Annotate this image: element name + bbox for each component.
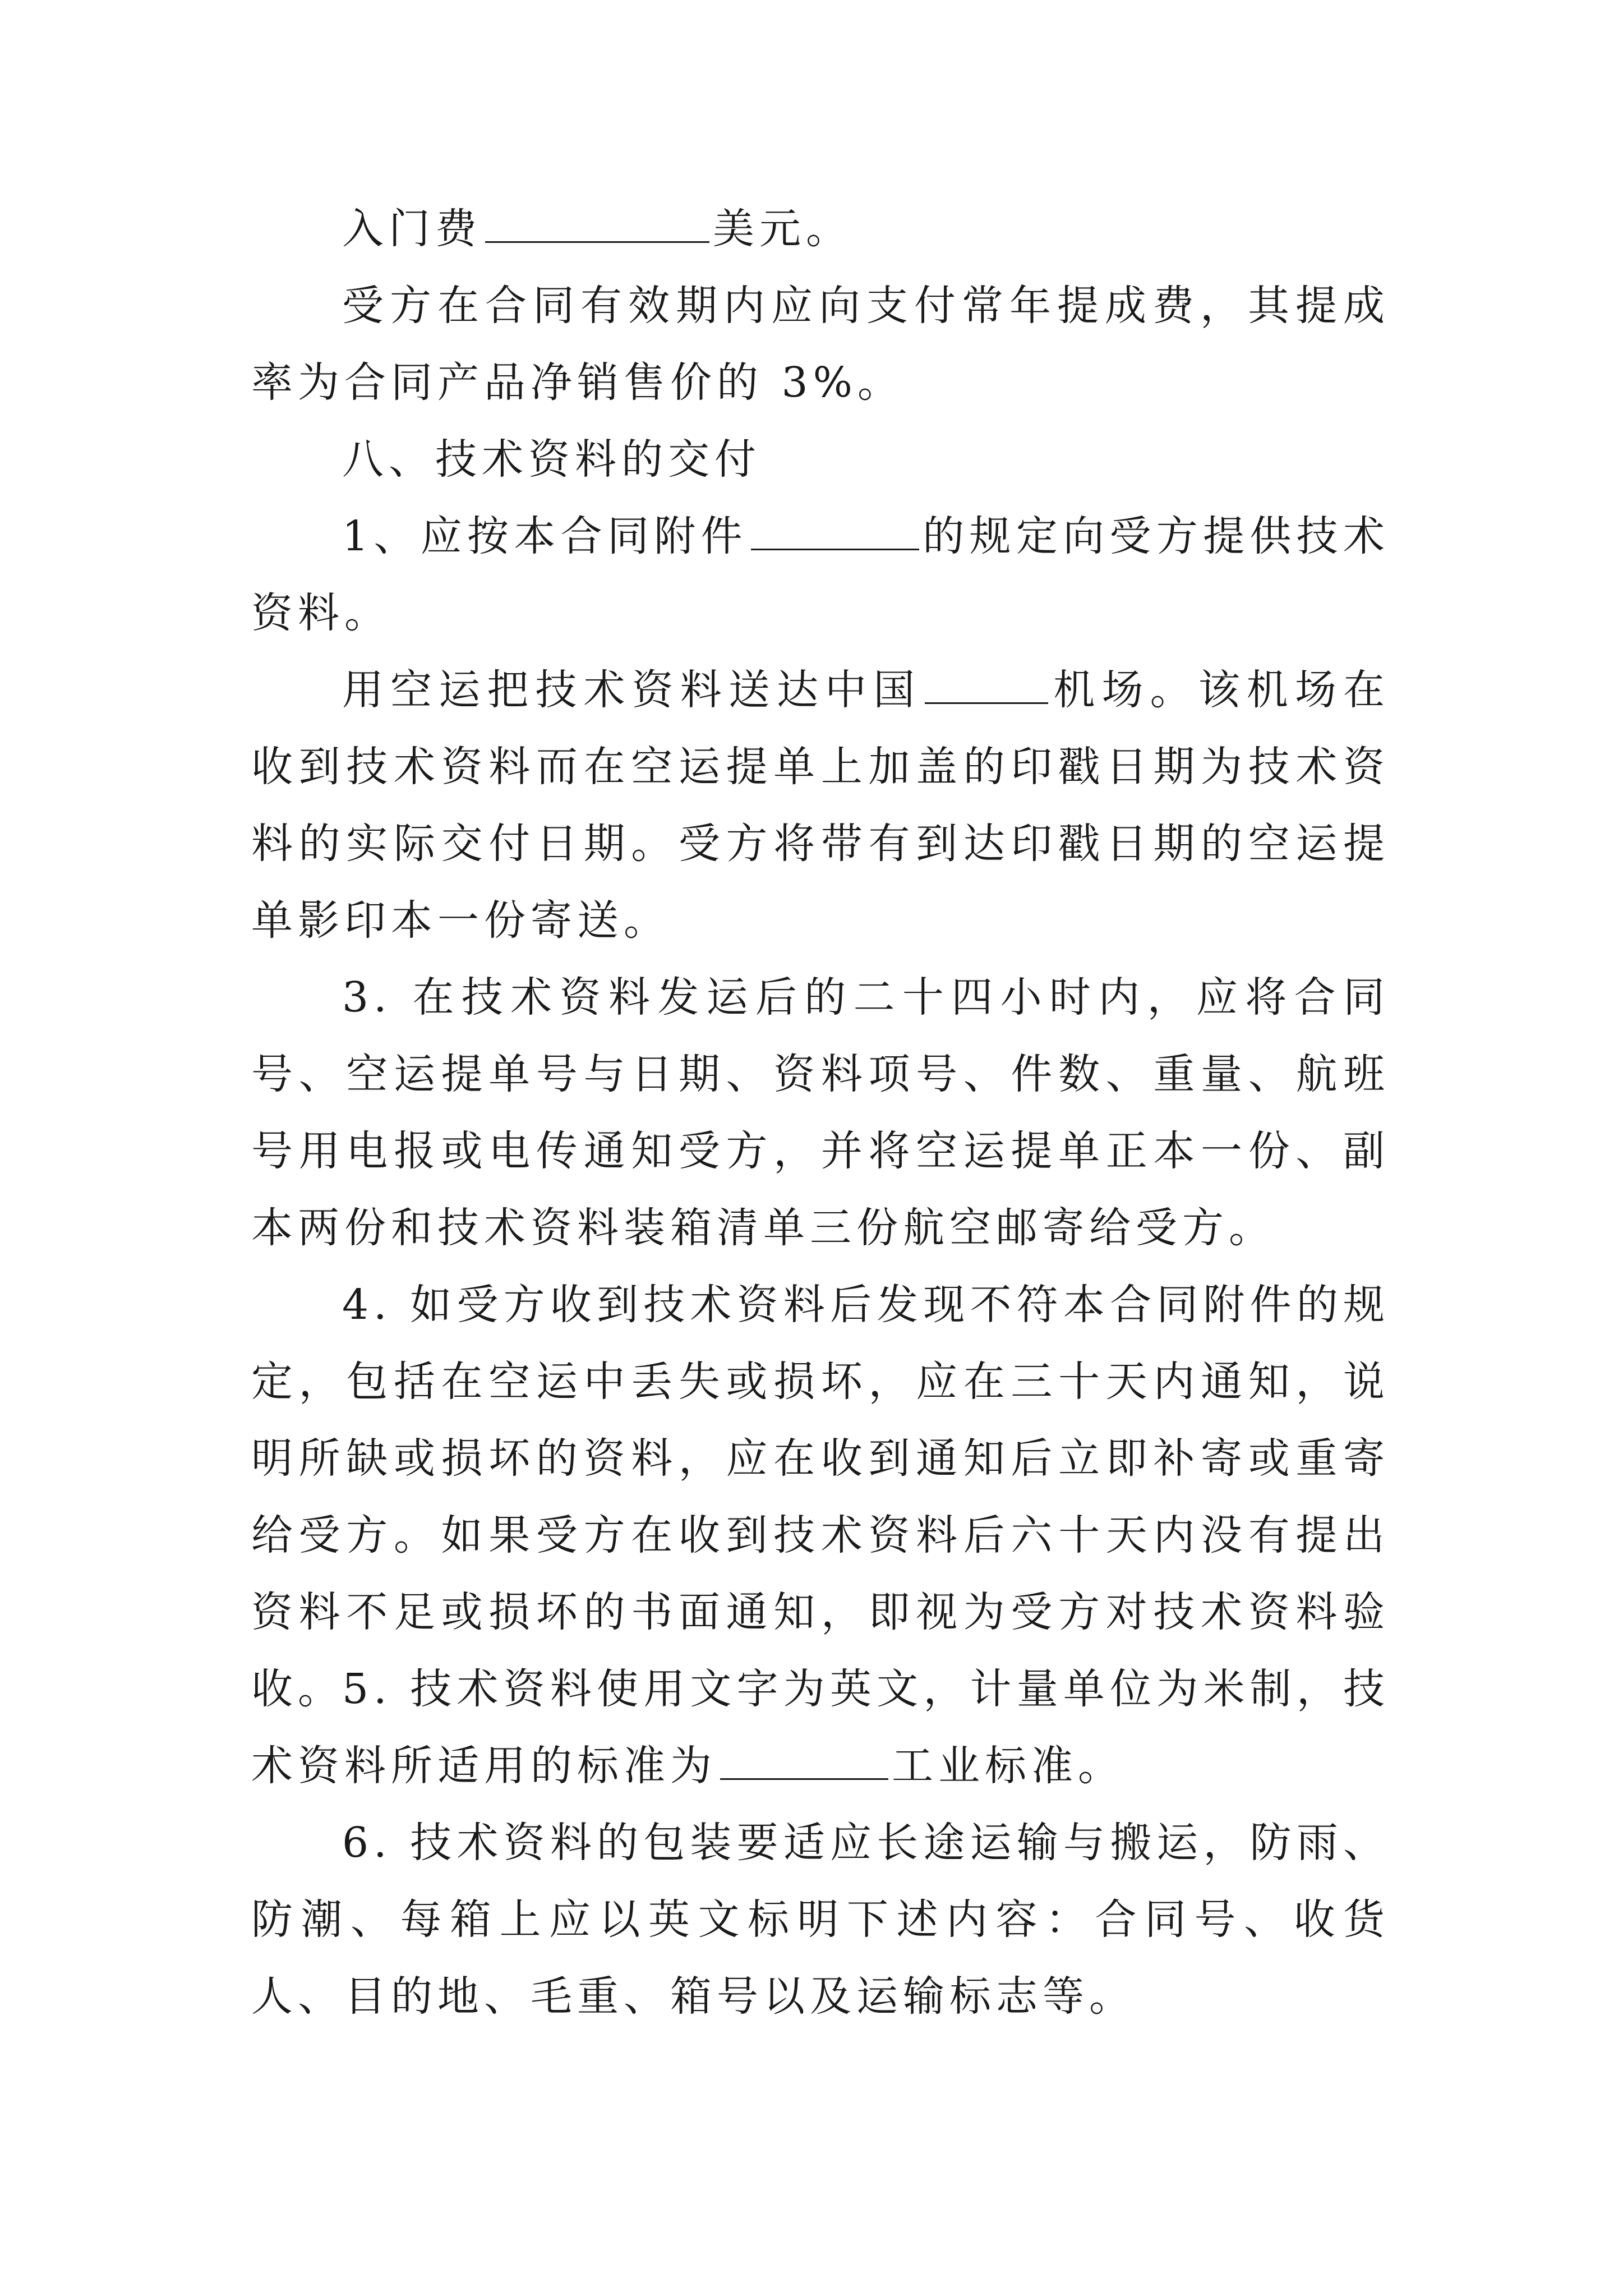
paragraph-entry-fee [251,191,1390,268]
paragraph-clause-6: 6. 技术资料的包装要适应长途运输与搬运，防雨、防潮、每箱上应以英文标明下述内容：合同号、收货人、目的地、毛重、箱号以及运输标志等。 [251,1819,1390,2021]
clause-1-blank [751,512,919,550]
clause-5-text-before: 5. 技术资料使用文字为英文，计量单位为米制，技术资料所适用的标准为 [251,1665,1390,1790]
air-transport-text-after: 机场。该机场在收到技术资料而在空运提单上加盖的印戳日期为技术资料的实际交付日期。受方将带有到达印戳日期的空运提单影印本一份寄送。 [251,666,1390,945]
section-heading-technical-data-delivery: 八、技术资料的交付 [342,435,761,484]
entry-fee-unit: 美元。 [713,205,852,253]
air-transport-text-before: 用空运把技术资料送达中国 [342,666,922,714]
standard-blank [720,1741,888,1780]
paragraph-royalty: 受方在合同有效期内应向支付常年提成费，其提成率为合同产品净销售价的 3%。 [251,282,1390,407]
paragraph-air-transport [251,652,1390,959]
clause-1-text-before: 1、应按本合同附件 [342,512,748,560]
document-body [251,191,1390,2035]
clause-5-text-after: 工业标准。 [892,1742,1124,1790]
entry-fee-blank [485,204,709,243]
clause-1-text-after: 的规定向受方提供技术资料。 [251,512,1390,637]
paragraph-clause-1 [251,498,1390,652]
entry-fee-label: 入门费 [342,205,482,253]
paragraph-clause-5 [251,1651,1390,1805]
airport-blank [925,665,1048,704]
paragraph-clause-4: 4. 如受方收到技术资料后发现不符本合同附件的规定，包括在空运中丢失或损坏，应在三十天内通知，说明所缺或损坏的资料，应在收到通知后立即补寄或重寄给受方。如果受方在收到技术资料后六十天内没有提出资料不足或损坏的书面通知，即视为受方对技术资料验收。 [251,1281,1390,1713]
paragraph-clause-3: 3. 在技术资料发运后的二十四小时内，应将合同号、空运提单号与日期、资料项号、件数、重量、航班号用电报或电传通知受方，并将空运提单正本一份、副本两份和技术资料装箱清单三份航空邮寄给受方。 [251,973,1390,1252]
